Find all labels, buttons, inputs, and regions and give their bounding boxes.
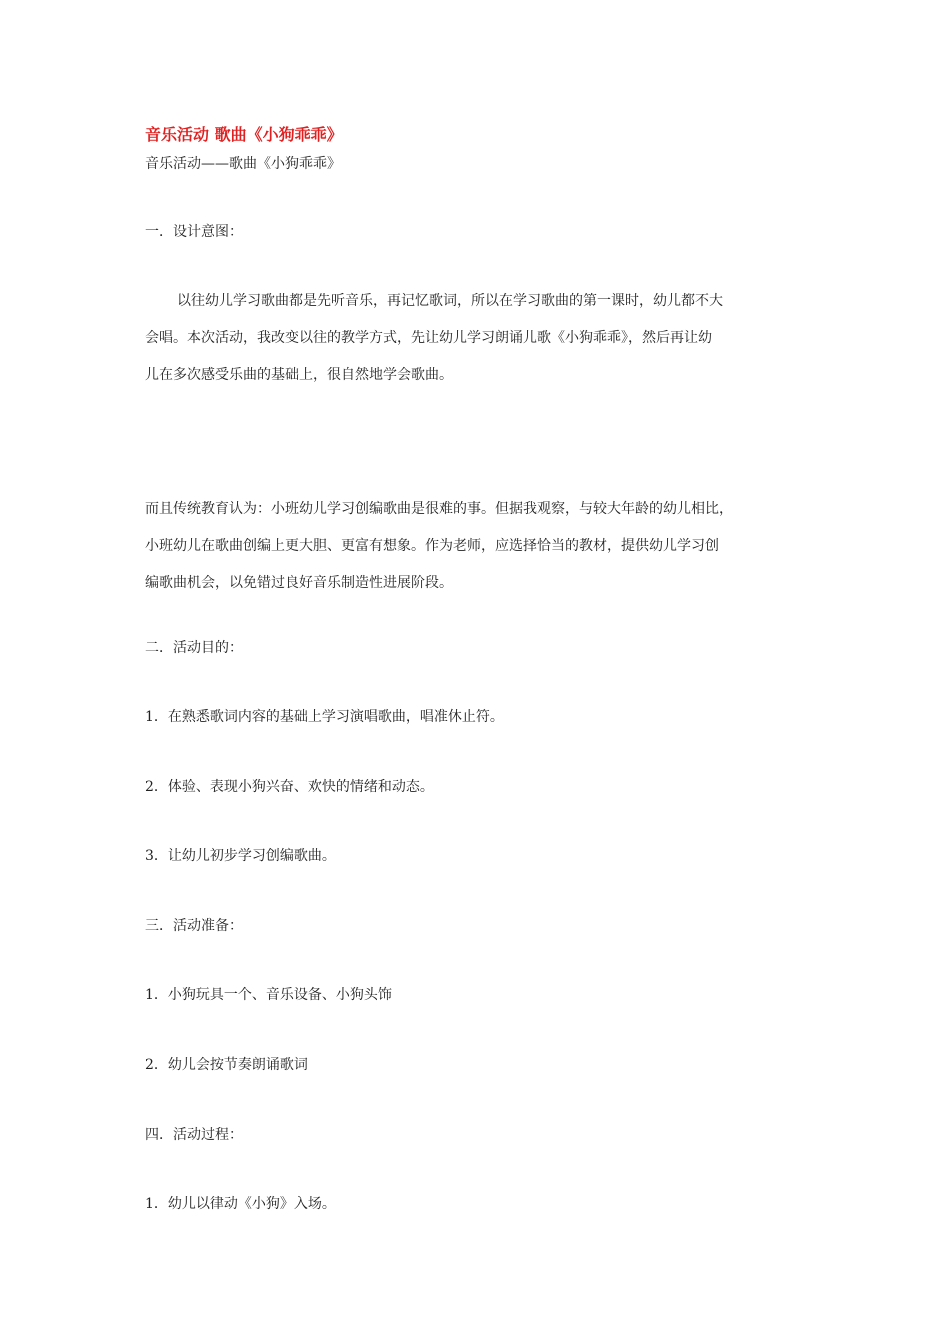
list-item: 3．让幼儿初步学习创编歌曲。: [145, 848, 336, 864]
section-heading-preparation: 三．活动准备：: [145, 918, 243, 934]
paragraph-line: 会唱。本次活动，我改变以往的教学方式，先让幼儿学习朗诵儿歌《小狗乖乖》，然后再让幼: [145, 330, 712, 346]
paragraph-line: 而且传统教育认为：小班幼儿学习创编歌曲是很难的事。但据我观察，与较大年龄的幼儿相比，: [145, 501, 733, 517]
paragraph-intent-2: [145, 491, 807, 602]
list-item: 1．小狗玩具一个、音乐设备、小狗头饰: [145, 987, 392, 1003]
list-item: 1．在熟悉歌词内容的基础上学习演唱歌曲，唱准休止符。: [145, 709, 504, 725]
paragraph-line: 以往幼儿学习歌曲都是先听音乐，再记忆歌词，所以在学习歌曲的第一课时，幼儿都不大: [177, 293, 723, 309]
section-heading-objectives: 二．活动目的：: [145, 640, 243, 656]
paragraph-intent-1: [145, 283, 807, 394]
list-item: 2．幼儿会按节奏朗诵歌词: [145, 1057, 308, 1073]
list-item: 2．体验、表现小狗兴奋、欢快的情绪和动态。: [145, 779, 434, 795]
document-subtitle: 音乐活动——歌曲《小狗乖乖》: [145, 156, 341, 172]
paragraph-line: 儿在多次感受乐曲的基础上，很自然地学会歌曲。: [145, 367, 453, 383]
document-title: 音乐活动 歌曲《小狗乖乖》: [145, 125, 343, 144]
section-heading-process: 四．活动过程：: [145, 1127, 243, 1143]
paragraph-line: 小班幼儿在歌曲创编上更大胆、更富有想象。作为老师，应选择恰当的教材，提供幼儿学习创: [145, 538, 719, 554]
paragraph-line: 编歌曲机会，以免错过良好音乐制造性进展阶段。: [145, 575, 453, 591]
section-heading-design-intent: 一．设计意图：: [145, 224, 243, 240]
list-item: 1．幼儿以律动《小狗》入场。: [145, 1196, 336, 1212]
